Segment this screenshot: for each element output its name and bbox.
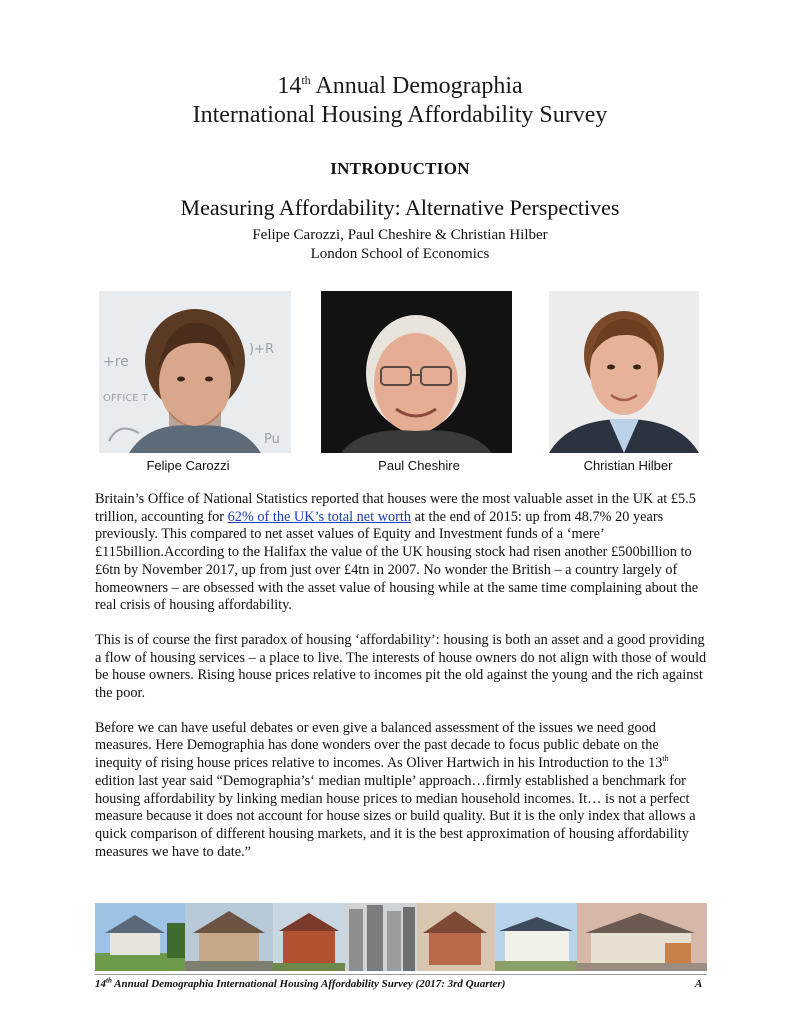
paragraph-2: This is of course the first paradox of housing ‘affordability’: housing is both an asset and a good providing a flow of housing services – a place to live. The interests of house owners do not align with those of would be house owners. Rising house prices relative to incomes pit the old against the young and the rich against the poor. bbox=[95, 631, 707, 702]
footer-running-title: 14th Annual Demographia International Housing Affordability Survey (2017: 3rd Quarter) bbox=[95, 976, 506, 990]
caption-christian-hilber: Christian Hilber bbox=[583, 458, 673, 473]
svg-text:Pu: Pu bbox=[264, 432, 280, 447]
caption-felipe-carozzi: Felipe Carozzi bbox=[146, 458, 230, 473]
author-block bbox=[0, 226, 800, 264]
author-names: Felipe Carozzi, Paul Cheshire & Christian Hilber bbox=[252, 227, 548, 243]
paragraph-3: Before we can have useful debates or even give a balanced assessment of the issues we need good measures. Here Demographia has done wonders over the past decade to focus public debate on the inequity of rising house prices relative to incomes. As Oliver Hartwich in his Introduction to the 13th edition last year said “Demographia’s‘ median multiple’ approach…firmly established a benchmark for housing affordability by linking median house prices to median household incomes. It… is not a perfect measure because it does not account for house sizes or build quality. But it is the only index that allows a quick comparison of different housing markets, and it is the best approximation of housing affordability measures we have to date.” bbox=[95, 719, 696, 860]
svg-text:OFFICE T: OFFICE T bbox=[103, 393, 148, 404]
photo-felipe-carozzi bbox=[99, 291, 291, 453]
title-line-2: International Housing Affordability Survey bbox=[192, 102, 608, 128]
page-number: A bbox=[695, 978, 703, 990]
footer-rule bbox=[95, 974, 707, 975]
photo-christian-hilber bbox=[549, 291, 699, 453]
svg-text:+re: +re bbox=[103, 354, 129, 370]
net-worth-link[interactable]: 62% of the UK’s total net worth bbox=[227, 508, 412, 525]
article-body bbox=[95, 491, 707, 878]
document-title bbox=[0, 72, 800, 130]
caption-paul-cheshire: Paul Cheshire bbox=[378, 458, 460, 473]
title-line-1: 14th Annual Demographia bbox=[277, 73, 523, 99]
section-heading: INTRODUCTION bbox=[330, 159, 470, 178]
author-affiliation: London School of Economics bbox=[310, 246, 490, 262]
article-subtitle: Measuring Affordability: Alternative Perspectives bbox=[180, 195, 620, 220]
house-photo-strip bbox=[95, 903, 707, 971]
photo-paul-cheshire bbox=[321, 291, 512, 453]
svg-text:)+R: )+R bbox=[249, 342, 274, 357]
paragraph-1: Britain’s Office of National Statistics reported that houses were the most valuable asset in the UK at £5.5 trillion, accounting for 62% of the UK’s total net worth at the end of 2015: up from 48.7% 20 years previously. This compared to net asset values of Equity and Investment funds of a ‘mere’ £115billion.According to the Halifax the value of the UK housing stock had risen another £500billion to £6tn by November 2017, up from just over £4tn in 2007. No wonder the British – a country largely of homeowners – are obsessed with the asset value of housing while at the same time complaining about the real crisis of housing affordability. bbox=[95, 491, 699, 614]
